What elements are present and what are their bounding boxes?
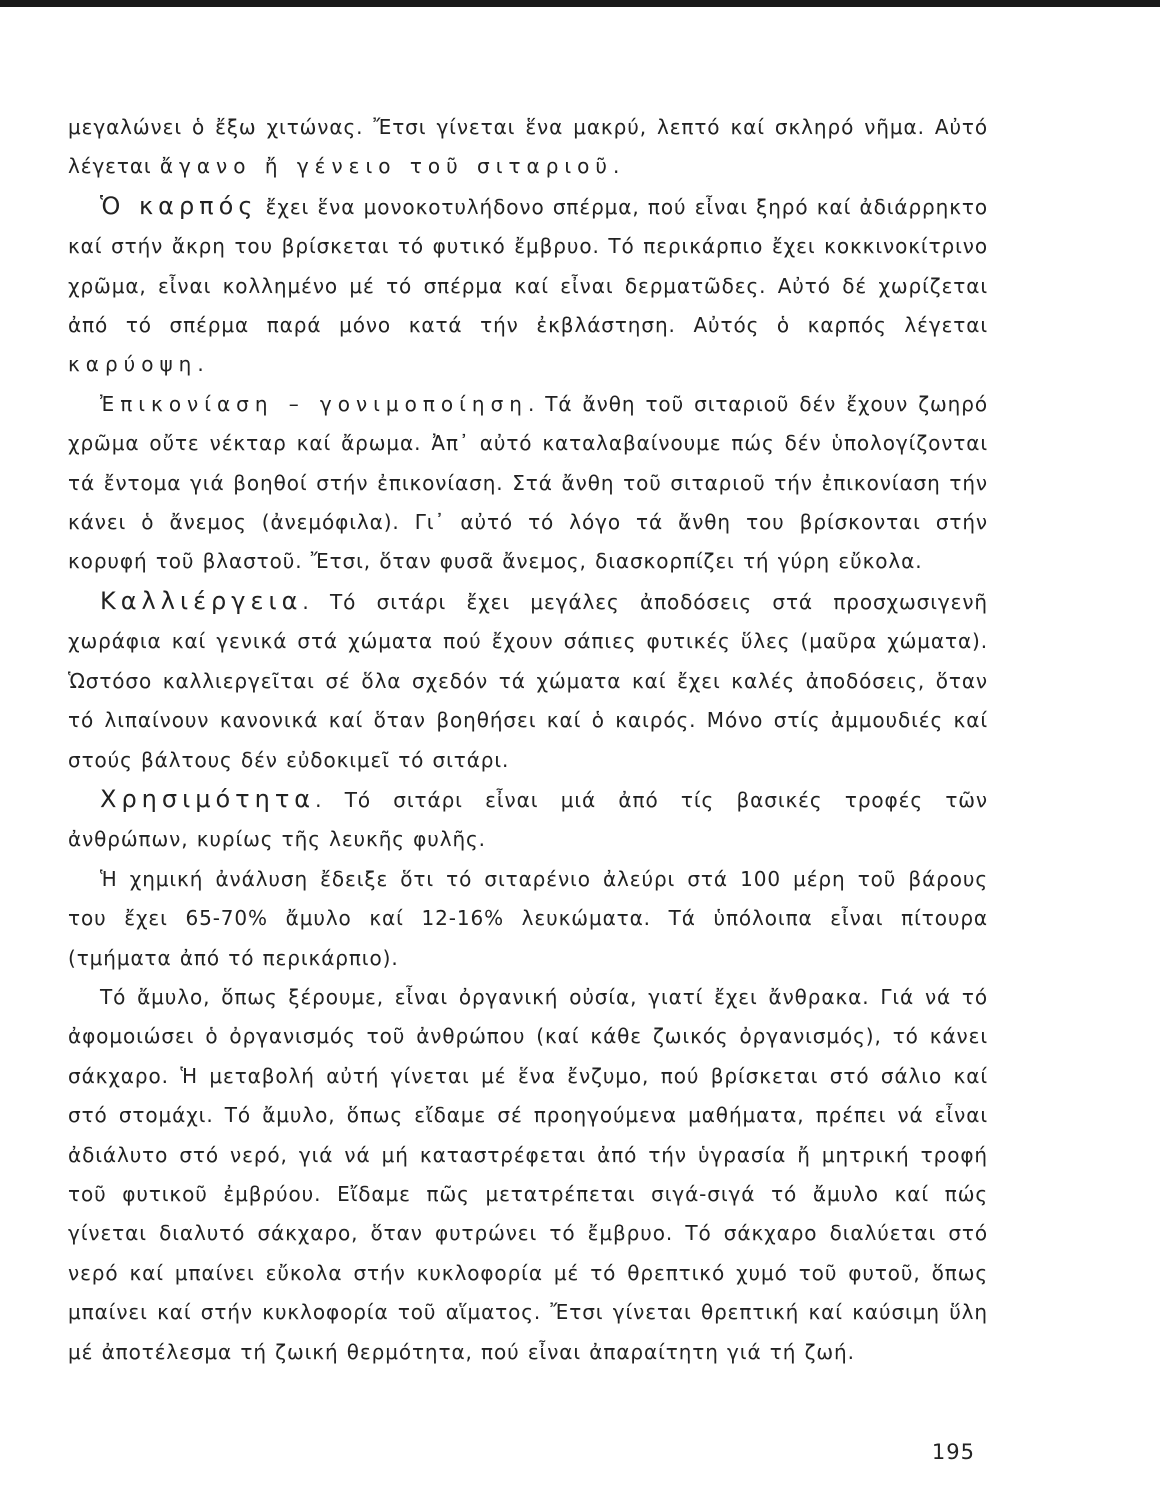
- paragraph-usefulness: [68, 780, 988, 860]
- page-number: 195: [931, 1440, 975, 1464]
- text-run: μεγαλώνει ὁ ἔξω χιτώνας. Ἔτσι γίνεται ἕνα μακρύ, λεπτό καί σκληρό νῆμα. Αὐτό λέγεται: [68, 115, 988, 179]
- text-run: Τό ἄμυλο, ὅπως ξέρουμε, εἶναι ὀργανική οὐσία, γιατί ἔχει ἄνθρακα. Γιά νά τό ἀφομοιώσει ὁ ὀργανισμός τοῦ ἀνθρώπου (καί κάθε ζωικός ὀργανισμός), τό κάνει σάκχαρο. Ἡ μεταβολή αὐτή γίνεται μέ ἕνα ἔνζυμο, πού βρίσκεται στό σάλιο καί στό στομάχι. Τό ἄμυλο, ὅπως εἴδαμε σέ προηγούμενα μαθήματα, πρέπει νά εἶναι ἀδιάλυτο στό νερό, γιά νά μή καταστρέφεται ἀπό τήν ὑγρασία ἤ μητρική τροφή τοῦ φυτικοῦ ἐμβρύου. Εἴδαμε πῶς μετατρέπεται σιγά-σιγά τό ἄμυλο καί πώς γίνεται διαλυτό σάκχαρο, ὅταν φυτρώνει τό ἔμβρυο. Τό σάκχαρο διαλύεται στό νερό καί μπαίνει εὔκολα στήν κυκλοφορία μέ τό θρεπτικό χυμό τοῦ φυτοῦ, ὅπως μπαίνει καί στήν κυκλοφορία τοῦ αἵματος. Ἔτσι γίνεται θρεπτική καί καύσιμη ὕλη μέ ἀποτέλεσμα τή ζωική θερμότητα, πού εἶναι ἀπαραίτητη γιά τή ζωή.: [68, 984, 988, 1364]
- section-heading-chrisimotita: Χρησιμότητα: [100, 784, 316, 813]
- text-run: ἔχει ἕνα μονοκοτυλήδονο σπέρμα, πού εἶναι ξηρό καί ἀδιάρρηκτο καί στήν ἄκρη του βρίσκεται τό φυτικό ἔμβρυο. Τό περικάρπιο ἔχει κοκκινοκίτρινο χρῶμα, εἶναι κολλημένο μέ τό σπέρμα καί εἶναι δερματῶδες. Αὐτό δέ χωρίζεται ἀπό τό σπέρμα παρά μόνο κατά τήν ἐκβλάστηση. Αὐτός ὁ καρπός λέγεται: [68, 194, 988, 338]
- section-heading-kalliergeia: Καλλιέργεια: [100, 586, 303, 615]
- term-karyopsi: καρύοψη: [68, 352, 198, 377]
- scan-top-edge: [0, 0, 1160, 7]
- paragraph-awn: [68, 108, 988, 187]
- text-run: . Τά ἄνθη τοῦ σιταριοῦ δέν ἔχουν ζωηρό χρῶμα οὔτε νέκταρ καί ἄρωμα. Ἀπ᾽ αὐτό καταλαβαίνουμε πώς δέν ὑπολογίζονται τά ἔντομα γιά βοηθοί στήν ἐπικονίαση. Στά ἄνθη τοῦ σιταριοῦ τήν ἐπικονίαση τήν κάνει ὁ ἄνεμος (ἀνεμόφιλα). Γι᾽ αὐτό τό λόγο τά ἄνθη του βρίσκονται στήν κορυφή τοῦ βλαστοῦ. Ἔτσι, ὅταν φυσᾶ ἄνεμος, διασκορπίζει τή γύρη εὔκολα.: [68, 391, 988, 574]
- paragraph-cultivation: [68, 582, 988, 780]
- page-body: [68, 108, 988, 1372]
- text-run: .: [197, 352, 205, 377]
- paragraph-starch: [68, 978, 988, 1372]
- paragraph-pollination: [68, 385, 988, 582]
- section-heading-epikoniasi: Ἐπικονίαση – γονιμοποίηση: [100, 391, 528, 416]
- paragraph-fruit: [68, 187, 988, 385]
- paragraph-chemical-analysis: [68, 860, 988, 978]
- term-agano: ἄγανο ἤ γένειο τοῦ σιταριοῦ: [159, 154, 613, 179]
- section-heading-karpos: Ὁ καρπός: [100, 191, 258, 220]
- text-run: .: [612, 154, 621, 179]
- text-run: . Τό σιτάρι εἶναι μιά ἀπό τίς βασικές τροφές τῶν ἀνθρώπων, κυρίως τῆς λευκῆς φυλῆς.: [68, 787, 988, 852]
- text-run: . Τό σιτάρι ἔχει μεγάλες ἀποδόσεις στά προσχωσιγενῆ χωράφια καί γενικά στά χώματα πού ἔχουν σάπιες φυτικές ὕλες (μαῦρα χώματα). Ὡστόσο καλλιεργεῖται σέ ὅλα σχεδόν τά χώματα καί ἔχει καλές ἀποδόσεις, ὅταν τό λιπαίνουν κανονικά καί ὅταν βοηθήσει καί ὁ καιρός. Μόνο στίς ἀμμουδιές καί στούς βάλτους δέν εὐδοκιμεῖ τό σιτάρι.: [68, 589, 988, 772]
- text-run: Ἡ χημική ἀνάλυση ἔδειξε ὅτι τό σιταρένιο ἀλεύρι στά 100 μέρη τοῦ βάρους του ἔχει 65-70% ἄμυλο καί 12-16% λευκώματα. Τά ὑπόλοιπα εἶναι πίτουρα (τμήματα ἀπό τό περικάρπιο).: [68, 866, 988, 970]
